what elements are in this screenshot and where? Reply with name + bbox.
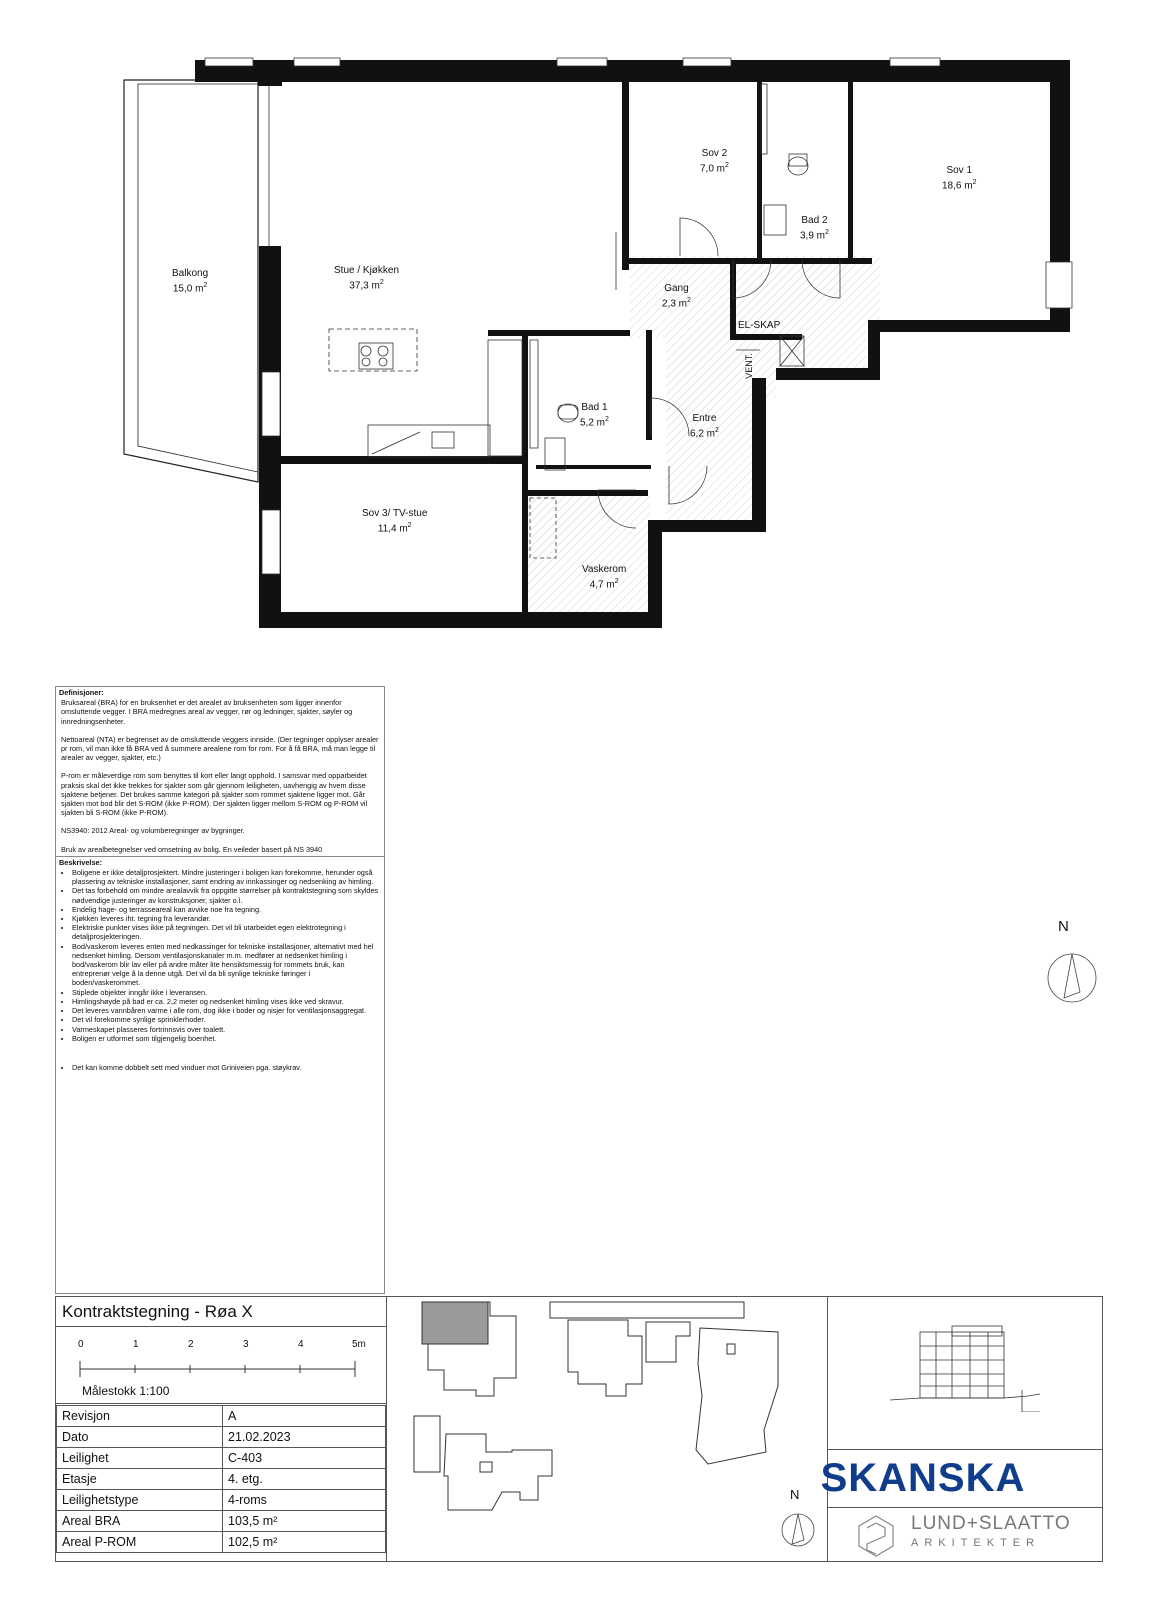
table-row: Etasje 4. etg. [57,1469,386,1490]
drawing-title: Kontraktstegning - Røa X [62,1302,253,1321]
list-item: • Himlingshøyde på bad er ca. 2,2 meter og nedsenket himling vises ikke ved skravur. [72,997,379,1006]
key-plan [400,1300,820,1555]
definition-bra: Bruksareal (BRA) for en bruksenhet er det arealet av bruksenheten som ligger innenfor omsluttende vegger. I BRA medregnes areal av vegger, rør og ledninger, sjakter, søyler og innredningsenheter. [61,698,353,726]
room-gang: Gang 2,3 $m^2$ [662,283,691,310]
room-balkong: Balkong 15,0 $m^2$ [172,268,209,295]
list-item: • Endelig hage- og terrasseareal kan avvike noe fra tegning. [72,905,379,914]
north-arrow-small-icon [780,1512,816,1548]
definition-p-rom: P-rom er måleverdige rom som benyttes til kort eller langt opphold. I samsvar med opparbeidet praksis skal det ikke trekkes for sjakter som går gjennom leiligheten, uavhengig av hvem disse sjaktene betjener. Det brukes samme kategori på sjakter som rommet sjaktene ligger mot. Går sjakten mot bod blir det S-ROM (ikke P-ROM). Der sjakten ligger mellom S-ROM og P-ROM vil sjakten bli S-ROM (ikke P-ROM). [61,771,368,818]
scale-tick-label: 0 [78,1339,84,1350]
architect-subtitle: ARKITEKTER [911,1537,1041,1549]
el-skap-label: EL-SKAP [738,320,781,331]
floor-plan [0,0,1155,660]
description-list [56,868,384,1072]
scale-tick-label: 3 [243,1339,249,1350]
table-row: Areal BRA 103,5 m² [57,1511,386,1532]
north-label: N [1058,918,1069,935]
lund-slaatto-logo-icon [857,1514,895,1558]
room-stue-kjokken: Stue / Kjøkken 37,3 $m^2$ [334,265,400,292]
table-row: Areal P-ROM 102,5 m² [57,1532,386,1553]
list-item: • Det vil forekomme synlige sprinklerhoder. [72,1015,379,1024]
list-item: • Bod/vaskerom leveres enten med nedkassinger for tekniske installasjoner, alternativt med hel nedsenket himling. Dersom ventilasjonskanaler m.m. medfører at nedsenket himling i bod/vaskerom blir lav eller på andre måter lite hensiktsmessig for rommets bruk, kan entreprenør velge å la denne utgå. Det vil da bli synlige tekniske føringer i boden/vaskerommet. [72,942,379,988]
definition-ns3940: NS3940: 2012 Areal- og volumberegninger av bygninger. [61,826,245,836]
definitions-box [55,686,385,1294]
description-title: Beskrivelse: [59,857,103,867]
scale-tick-label: 4 [298,1339,304,1350]
scale-tick-label: 1 [133,1339,139,1350]
room-bad-2: Bad 2 3,9 $m^2$ [800,215,829,242]
list-item: • Kjøkken leveres iht. tegning fra leverandør. [72,914,379,923]
room-sov-2: Sov 2 7,0 $m^2$ [700,148,729,175]
scale-tick-label: 5m [352,1339,366,1350]
scale-bar [56,1326,386,1404]
highlighted-unit [422,1302,488,1344]
definitions-title: Definisjoner: [59,688,104,697]
list-item: • Boligen er utformet som tilgjengelig boenhet. [72,1034,379,1043]
room-bad-1: Bad 1 5,2 $m^2$ [580,402,609,429]
room-vaskerom: Vaskerom 4,7 $m^2$ [582,564,627,591]
list-item: • Stiplede objekter inngår ikke i leveransen. [72,988,379,997]
list-item: • Varmeskapet plasseres fortrinnsvis over toalett. [72,1025,379,1034]
list-item: • Det kan komme dobbelt sett med vinduer mot Griniveien pga. støykrav. [72,1063,379,1072]
scale-tick-label: 2 [188,1339,194,1350]
list-item: • Det tas forbehold om mindre arealavvik fra oppgitte størrelser på kontraktstegning som skyldes nødvendige justeringer av konstruksjoner, sjakter o.l. [72,886,379,904]
scale-ruler [76,1357,366,1379]
table-row: Leilighetstype 4-roms [57,1490,386,1511]
table-row: Revisjon A [57,1406,386,1427]
building-elevation [890,1316,1040,1412]
table-row: Leilighet C-403 [57,1448,386,1469]
room-sov-1: Sov 1 18,6 $m^2$ [942,165,977,192]
scale-label: Målestokk 1:100 [82,1384,170,1398]
list-item: • Elektriske punkter vises ikke på tegningen. Det vil bli utarbeidet egen elektrotegning i detaljprosjekteringen. [72,923,379,941]
apartment-info-table [56,1405,386,1553]
table-row: Dato 21.02.2023 [57,1427,386,1448]
definition-veileder: Bruk av arealbetegnelser ved omsetning av bolig. En veileder basert på NS 3940 [61,844,323,854]
vent-label: VENT. [743,353,754,379]
list-item: • Det leveres vannbåren varme i alle rom, dog ikke i boder og nisjer for ventilasjonsaggregat. [72,1006,379,1015]
architect-name: LUND+SLAATTO [911,1513,1071,1534]
north-arrow-icon [1046,952,1098,1004]
list-item: • Boligene er ikke detaljprosjektert. Mindre justeringer i boligen kan forekomme, herunder også plassering av tekniske installasjoner, samt endring av innkassinger og nedsenking av himling. [72,868,379,886]
skanska-logo: SKANSKA [820,1456,1026,1500]
room-entre: Entre 6,2 $m^2$ [690,413,719,440]
definition-nta: Nettoareal (NTA) er begrenset av de omsluttende veggers innside. (Der tegninger opplyser arealer pr rom, vil man ikke få BRA ved å summere arealene rom for rom. For å få BRA, må man legge til arealer av vegger, sjakter, etc.) [61,734,379,763]
north-label-small: N [790,1487,800,1502]
room-sov-3: Sov 3/ TV-stue 11,4 $m^2$ [362,508,428,535]
